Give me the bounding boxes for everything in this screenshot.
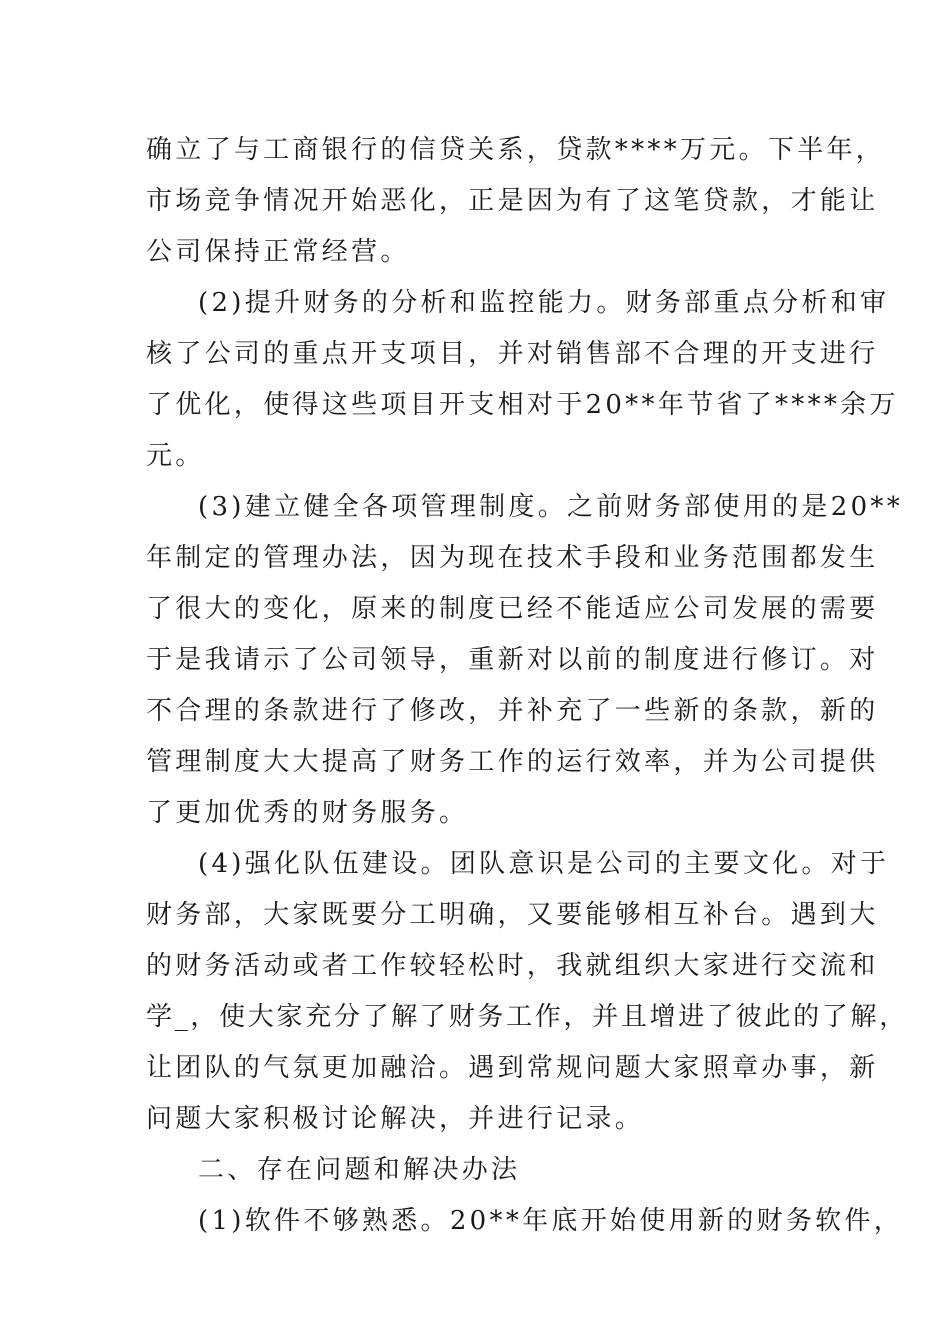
text-line: 确立了与工商银行的信贷关系，贷款****万元。下半年， [146,135,886,165]
text-line: 元。 [146,441,205,471]
text-line: 于是我请示了公司领导，重新对以前的制度进行修订。对 [146,645,879,675]
paragraph-start-line: (1)软件不够熟悉。20**年底开始使用新的财务软件， [198,1206,904,1236]
text-line: 财务部，大家既要分工明确，又要能够相互补台。遇到大 [146,900,879,930]
section-heading: 二、存在问题和解决办法 [198,1155,521,1185]
text-line: 让团队的气氛更加融洽。遇到常规问题大家照章办事，新 [146,1053,879,1083]
text-line: 年制定的管理办法，因为现在技术手段和业务范围都发生 [146,543,879,573]
text-line: 管理制度大大提高了财务工作的运行效率，并为公司提供 [146,747,879,777]
text-line: 了更加优秀的财务服务。 [146,798,469,828]
text-line: 的财务活动或者工作较轻松时，我就组织大家进行交流和 [146,951,879,981]
text-line: 公司保持正常经营。 [146,237,410,267]
paragraph-start-line: (3)建立健全各项管理制度。之前财务部使用的是20** [198,492,904,522]
text-line: 了优化，使得这些项目开支相对于20**年节省了****余万 [146,390,899,420]
text-line: 核了公司的重点开支项目，并对销售部不合理的开支进行 [146,339,879,369]
paragraph-start-line: (4)强化队伍建设。团队意识是公司的主要文化。对于 [198,849,890,879]
text-line: 市场竞争情况开始恶化，正是因为有了这笔贷款，才能让 [146,186,879,216]
text-line: 不合理的条款进行了修改，并补充了一些新的条款，新的 [146,696,879,726]
paragraph-start-line: (2)提升财务的分析和监控能力。财务部重点分析和审 [198,288,890,318]
text-line: 问题大家积极讨论解决，并进行记录。 [146,1104,645,1134]
text-line: 了很大的变化，原来的制度已经不能适应公司发展的需要 [146,594,879,624]
text-line: 学_，使大家充分了解了财务工作，并且增进了彼此的了解， [146,1002,908,1032]
